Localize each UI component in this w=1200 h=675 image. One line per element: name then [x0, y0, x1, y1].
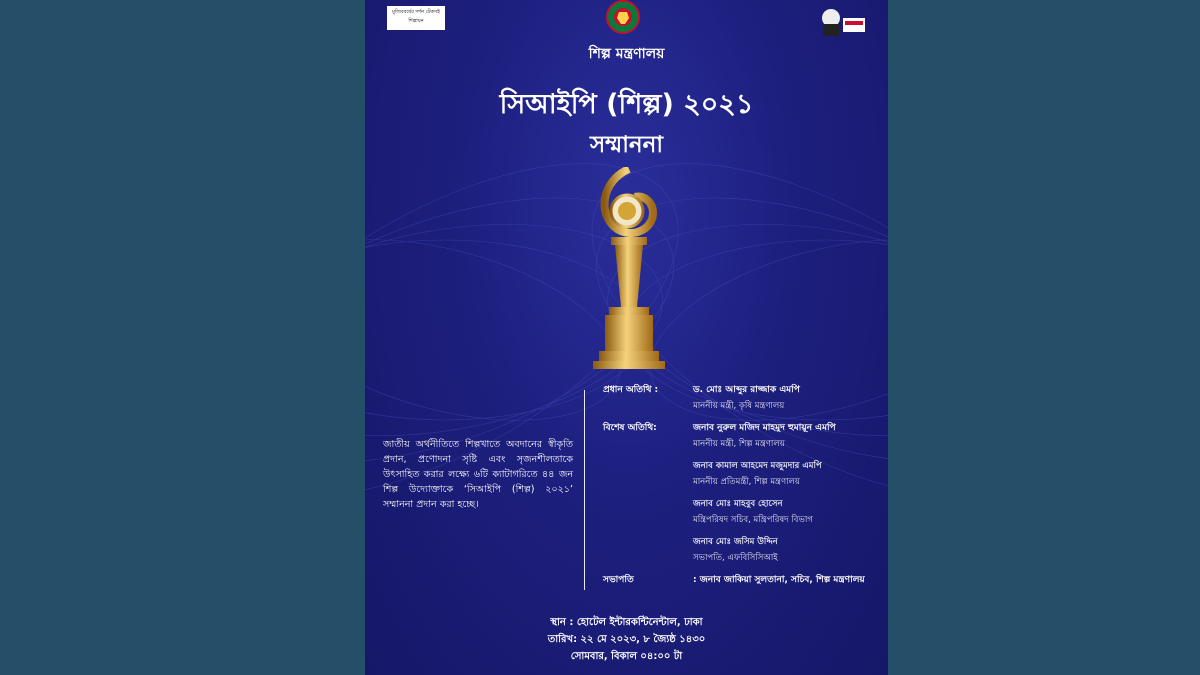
chief-guest-title: মাননীয় মন্ত্রী, কৃষি মন্ত্রণালয় — [693, 401, 785, 411]
venue-time: সোমবার, বিকাল ০৪:০০ টা — [570, 651, 683, 662]
mujib-portrait-icon — [817, 6, 867, 36]
special-guest-3-title: মন্ত্রিপরিষদ সচিব, মন্ত্রিপরিষদ বিভাগ — [693, 515, 813, 525]
chair-name: : জনাব জাকিয়া সুলতানা, সচিব, শিল্প মন্ত্রণালয় — [693, 575, 865, 585]
venue-place: স্থান : হোটেল ইন্টারকন্টিনেন্টাল, ঢাকা — [550, 617, 703, 628]
intro-paragraph: জাতীয় অর্থনীতিতে শিল্পখাতে অবদানের স্বীকৃতি প্রদান, প্রণোদনা সৃষ্টি এবং সৃজনশীলতাকে উৎসাহিত করার লক্ষ্যে ৬টি ক্যাটাগরিতে ৪৪ জন শিল্প উদ্যোক্তাকে ‘সিআইপি (শিল্প) ২০২১’ সম্মাননা প্রদান করা হচ্ছে। — [383, 439, 573, 510]
special-guest-2-title: মাননীয় প্রতিমন্ত্রী, শিল্প মন্ত্রণালয় — [693, 477, 800, 487]
mujib-year-badge — [387, 6, 445, 30]
special-guest-label: বিশেষ অতিথি: — [603, 423, 657, 433]
vertical-divider — [584, 390, 585, 590]
special-guest-2-name: জনাব কামাল আহমেদ মজুমদার এমপি — [693, 461, 822, 471]
chair-row — [603, 572, 865, 588]
chief-guest-label: প্রধান অতিথি : — [603, 385, 659, 395]
page-subtitle: সম্মাননা — [589, 132, 664, 158]
venue-block — [365, 614, 888, 665]
chief-guest-name: ড. মোঃ আব্দুর রাজ্জাক এমপি — [693, 385, 800, 395]
special-guest-row — [603, 420, 865, 436]
government-emblem-icon — [599, 0, 647, 36]
chair-label: সভাপতি — [603, 575, 634, 585]
special-guest-1-title: মাননীয় মন্ত্রী, শিল্প মন্ত্রণালয় — [693, 439, 785, 449]
invitation-poster — [365, 0, 888, 675]
badge-text: মুজিববর্ষের দর্শন টেকসই শিল্পায়ন — [392, 9, 440, 24]
venue-date: তারিখ: ২২ মে ২০২৩, ৮ জ্যৈষ্ঠ ১৪৩০ — [547, 634, 706, 645]
special-guest-3-name: জনাব মোঃ মাহবুব হোসেন — [693, 499, 783, 509]
ministry-name: শিল্প মন্ত্রণালয় — [588, 46, 665, 62]
trophy-icon — [587, 167, 671, 371]
chief-guest-row — [603, 382, 865, 398]
special-guest-1-name: জনাব নুরুল মজিদ মাহমুদ হুমায়ূন এমপি — [693, 423, 836, 433]
page-title: সিআইপি (শিল্প) ২০২১ — [499, 89, 754, 120]
special-guest-4-name: জনাব মোঃ জসিম উদ্দিন — [693, 537, 778, 547]
guest-list — [603, 382, 865, 588]
special-guest-4-title: সভাপতি, এফবিসিসিআই — [693, 553, 778, 563]
